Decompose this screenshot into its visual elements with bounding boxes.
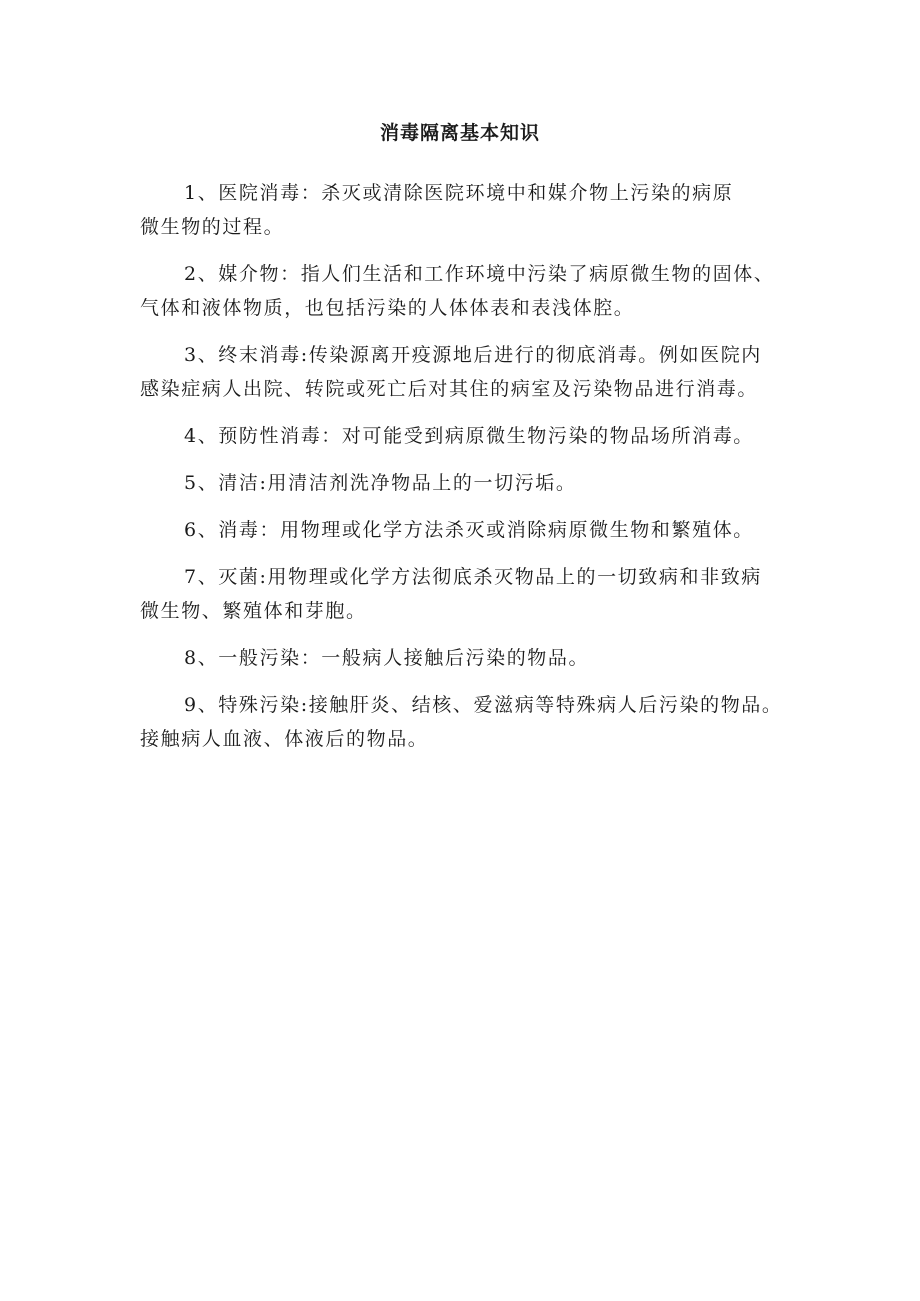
definition-text: 4、预防性消毒：对可能受到病原微生物污染的物品场所消毒。 [184, 425, 754, 447]
definition-text: 5、清洁:用清洁剂洗净物品上的一切污垢。 [184, 472, 577, 494]
definition-item-8 [140, 641, 820, 675]
definition-text: 7、灭菌:用物理或化学方法彻底杀灭物品上的一切致病和非致病 [184, 566, 762, 588]
definition-item-1 [140, 176, 820, 244]
definition-item-4 [140, 419, 820, 453]
definition-text: 2、媒介物：指人们生活和工作环境中污染了病原微生物的固体、 [184, 263, 775, 285]
definition-text: 6、消毒：用物理或化学方法杀灭或消除病原微生物和繁殖体。 [184, 519, 754, 541]
definition-text: 3、终末消毒:传染源离开疫源地后进行的彻底消毒。例如医院内 [184, 344, 762, 366]
definition-item-3 [140, 338, 820, 406]
definition-text-continued: 气体和液体物质，也包括污染的人体体表和表浅体腔。 [140, 297, 635, 319]
definition-text-continued: 微生物的过程。 [140, 216, 285, 238]
definition-item-5 [140, 466, 820, 500]
definition-item-6 [140, 513, 820, 547]
definition-text: 8、一般污染：一般病人接触后污染的物品。 [184, 647, 590, 669]
definition-text: 9、特殊污染:接触肝炎、结核、爱滋病等特殊病人后污染的物品。 [184, 694, 783, 716]
definition-item-7 [140, 560, 820, 628]
definition-text-continued: 接触病人血液、体液后的物品。 [140, 728, 429, 750]
definition-text-continued: 感染症病人出院、转院或死亡后对其住的病室及污染物品进行消毒。 [140, 378, 759, 400]
definition-item-9 [140, 688, 820, 756]
definition-list [140, 176, 820, 769]
definition-text-continued: 微生物、繁殖体和芽胞。 [140, 600, 367, 622]
document-title: 消毒隔离基本知识 [379, 122, 540, 144]
definition-item-2 [140, 257, 820, 325]
definition-text: 1、医院消毒：杀灭或清除医院环境中和媒介物上污染的病原 [184, 182, 734, 204]
